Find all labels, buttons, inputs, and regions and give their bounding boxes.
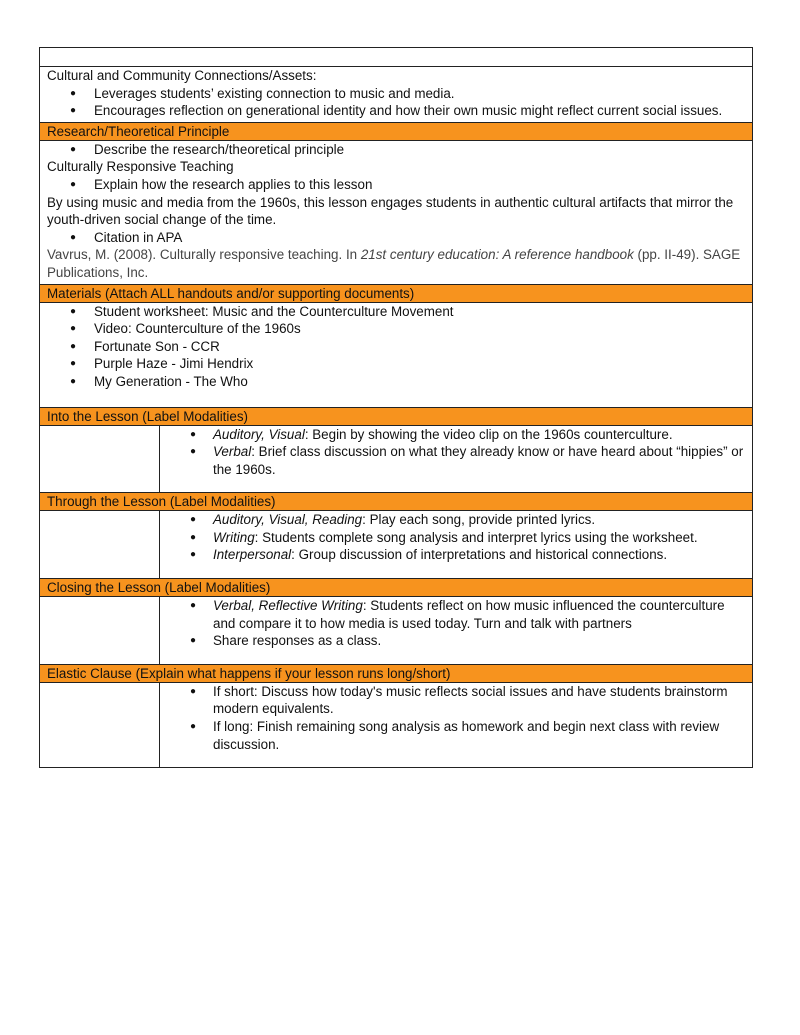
into-lesson-left-cell	[40, 426, 160, 493]
activity-text: : Play each song, provide printed lyrics.	[362, 512, 596, 528]
activity-text: : Students reflect on how music influenced the counterculture and compare it to how media is used today. Turn and talk with partners	[213, 598, 725, 631]
modality-label: Writing	[213, 529, 255, 545]
material-item: ● Purple Haze - Jimi Hendrix	[47, 355, 745, 373]
into-item	[160, 426, 746, 444]
into-item	[160, 443, 746, 478]
research-bullet: ● Describe the research/theoretical principle	[47, 141, 745, 159]
activity-text: : Students complete song analysis and interpret lyrics using the worksheet.	[254, 529, 698, 545]
research-application: By using music and media from the 1960s, this lesson engages students in authentic cultural artifacts that mirror the youth-driven social change of the time.	[47, 194, 734, 228]
research-principle: Culturally Responsive Teaching	[47, 159, 234, 175]
closing-lesson-right-cell	[160, 597, 752, 664]
modality-label: Interpersonal	[213, 547, 292, 563]
modality-label: Auditory, Visual, Reading	[213, 512, 363, 528]
through-lesson-right-cell	[160, 511, 752, 578]
modality-label: Auditory, Visual	[213, 426, 305, 442]
material-item: ● Student worksheet: Music and the Counterculture Movement	[47, 303, 745, 321]
modality-label: Verbal	[213, 444, 252, 460]
elastic-clause-header: Elastic Clause (Explain what happens if your lesson runs long/short)	[40, 664, 752, 682]
materials-section	[40, 302, 752, 407]
research-bullet: ● Explain how the research applies to this lesson	[47, 176, 745, 194]
elastic-clause-right-cell	[160, 683, 752, 767]
citation-title: 21st century education: A reference handbook	[360, 247, 634, 263]
activity-text: : Begin by showing the video clip on the 1960s counterculture.	[304, 426, 673, 442]
citation-publisher: (pp. II-49). SAGE Publications, Inc.	[47, 247, 741, 280]
cultural-bullet: ● Leverages students’ existing connection to music and media.	[47, 85, 745, 103]
cultural-bullet: ● Encourages reflection on generational identity and how their own music might reflect current social issues.	[47, 102, 745, 120]
cultural-heading: Cultural and Community Connections/Assets:	[47, 68, 317, 83]
activity-text: : Group discussion of interpretations and historical connections.	[291, 547, 668, 563]
citation-authors: Vavrus, M. (2008). Culturally responsive teaching. In	[47, 247, 361, 263]
material-item: ● Video: Counterculture of the 1960s	[47, 320, 745, 338]
through-item	[160, 529, 746, 547]
lesson-plan-table	[39, 47, 753, 768]
material-item: ● My Generation - The Who	[47, 373, 745, 391]
elastic-item: ● If long: Finish remaining song analysis as homework and begin next class with review discussion.	[160, 718, 746, 753]
through-lesson-header: Through the Lesson (Label Modalities)	[40, 492, 752, 510]
material-item: ● Fortunate Son - CCR	[47, 338, 745, 356]
elastic-clause-section	[40, 682, 752, 767]
empty-top-row	[40, 48, 752, 66]
closing-lesson-header: Closing the Lesson (Label Modalities)	[40, 578, 752, 596]
research-section	[40, 140, 752, 284]
through-item	[160, 511, 746, 529]
cultural-connections-section	[40, 66, 752, 122]
through-item	[160, 546, 746, 564]
apa-citation	[47, 246, 745, 281]
activity-text: : Brief class discussion on what they already know or have heard about “hippies” or the 1960s.	[213, 444, 744, 477]
closing-lesson-left-cell	[40, 597, 160, 664]
materials-header: Materials (Attach ALL handouts and/or supporting documents)	[40, 284, 752, 302]
closing-item: ● Share responses as a class.	[160, 632, 746, 650]
elastic-item: ● If short: Discuss how today's music reflects social issues and have students brainstorm modern equivalents.	[160, 683, 746, 718]
research-header: Research/Theoretical Principle	[40, 122, 752, 140]
into-lesson-section	[40, 425, 752, 493]
closing-lesson-section	[40, 596, 752, 664]
closing-item	[160, 597, 746, 632]
through-lesson-section	[40, 510, 752, 578]
into-lesson-header: Into the Lesson (Label Modalities)	[40, 407, 752, 425]
through-lesson-left-cell	[40, 511, 160, 578]
modality-label: Verbal, Reflective Writing	[213, 598, 363, 614]
research-bullet: ● Citation in APA	[47, 229, 745, 247]
into-lesson-right-cell	[160, 426, 752, 493]
elastic-clause-left-cell	[40, 683, 160, 767]
